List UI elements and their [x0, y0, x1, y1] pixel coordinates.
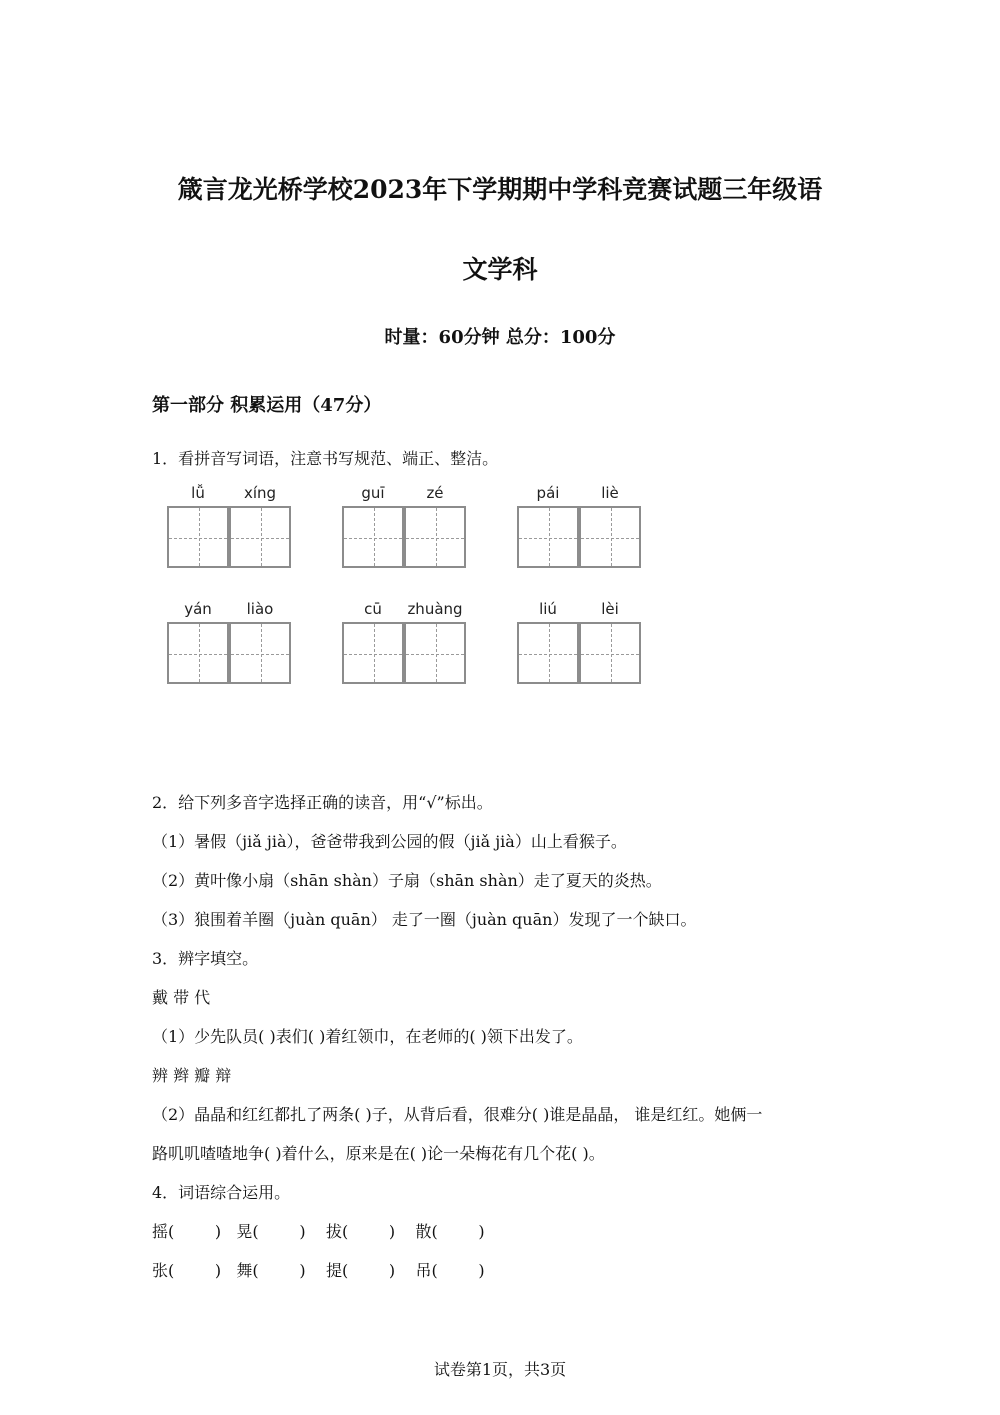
writing-box[interactable]	[404, 506, 466, 568]
q4-row-1: 摇( ) 晃( ) 拔( ) 散( )	[152, 1222, 485, 1241]
q2-prompt: 2．给下列多音字选择正确的读音，用“√”标出。	[152, 793, 493, 812]
q4-row-2: 张( ) 舞( ) 提( ) 吊( )	[152, 1261, 485, 1280]
q4-prompt: 4．词语综合运用。	[152, 1183, 291, 1202]
pinyin-label: cū	[364, 600, 382, 618]
writing-box[interactable]	[517, 506, 579, 568]
q3-prompt: 3．辨字填空。	[152, 949, 259, 968]
writing-box[interactable]	[517, 622, 579, 684]
exam-title-line2: 文学科	[462, 255, 538, 284]
q2-item-2: （2）黄叶像小扇（shān shàn）子扇（shān shàn）走了夏天的炎热。	[152, 871, 662, 890]
q3-char-options-1: 戴 带 代	[152, 988, 211, 1007]
q2-item-3: （3）狼围着羊圈（juàn quān） 走了一圈（juàn quān）发现了一个缺口。	[152, 910, 697, 929]
pinyin-label: guī	[361, 484, 385, 502]
pinyin-label: zé	[426, 484, 444, 502]
pinyin-label: xíng	[243, 484, 277, 502]
q3-char-options-2: 辨 辫 瓣 辩	[152, 1066, 232, 1085]
time-and-score: 时量：60分钟 总分：100分	[384, 327, 616, 348]
exam-title-line1: 箴言龙光桥学校2023年下学期期中学科竞赛试题三年级语	[177, 175, 823, 204]
pinyin-label: liào	[246, 600, 274, 618]
page-footer: 试卷第1页，共3页	[433, 1360, 567, 1379]
pinyin-label: pái	[536, 484, 560, 502]
pinyin-label: lǚ	[191, 484, 205, 502]
q1-prompt: 1．看拼音写词语，注意书写规范、端正、整洁。	[152, 449, 499, 468]
q3-item-2-line2: 路叽叽喳喳地争( )着什么，原来是在( )论一朵梅花有几个花( )。	[152, 1144, 605, 1163]
q3-item-1: （1）少先队员( )表们( )着红领巾，在老师的( )领下出发了。	[152, 1027, 583, 1046]
part1-heading: 第一部分 积累运用（47分）	[152, 395, 382, 416]
pinyin-label: liè	[601, 484, 619, 502]
q2-item-1: （1）暑假（jiǎ jià），爸爸带我到公园的假（jiǎ jià）山上看猴子。	[152, 832, 627, 851]
q3-item-2-line1: （2）晶晶和红红都扎了两条( )子，从背后看，很难分( )谁是晶晶， 谁是红红。她俩一	[152, 1105, 763, 1124]
pinyin-label: liú	[539, 600, 557, 618]
writing-box[interactable]	[579, 506, 641, 568]
writing-box[interactable]	[579, 622, 641, 684]
writing-box[interactable]	[229, 622, 291, 684]
pinyin-label: zhuàng	[407, 600, 463, 618]
pinyin-label: yán	[184, 600, 212, 618]
writing-box[interactable]	[404, 622, 466, 684]
writing-box[interactable]	[229, 506, 291, 568]
pinyin-label: lèi	[601, 600, 619, 618]
writing-box[interactable]	[342, 506, 404, 568]
writing-box[interactable]	[342, 622, 404, 684]
writing-box[interactable]	[167, 622, 229, 684]
writing-box[interactable]	[167, 506, 229, 568]
